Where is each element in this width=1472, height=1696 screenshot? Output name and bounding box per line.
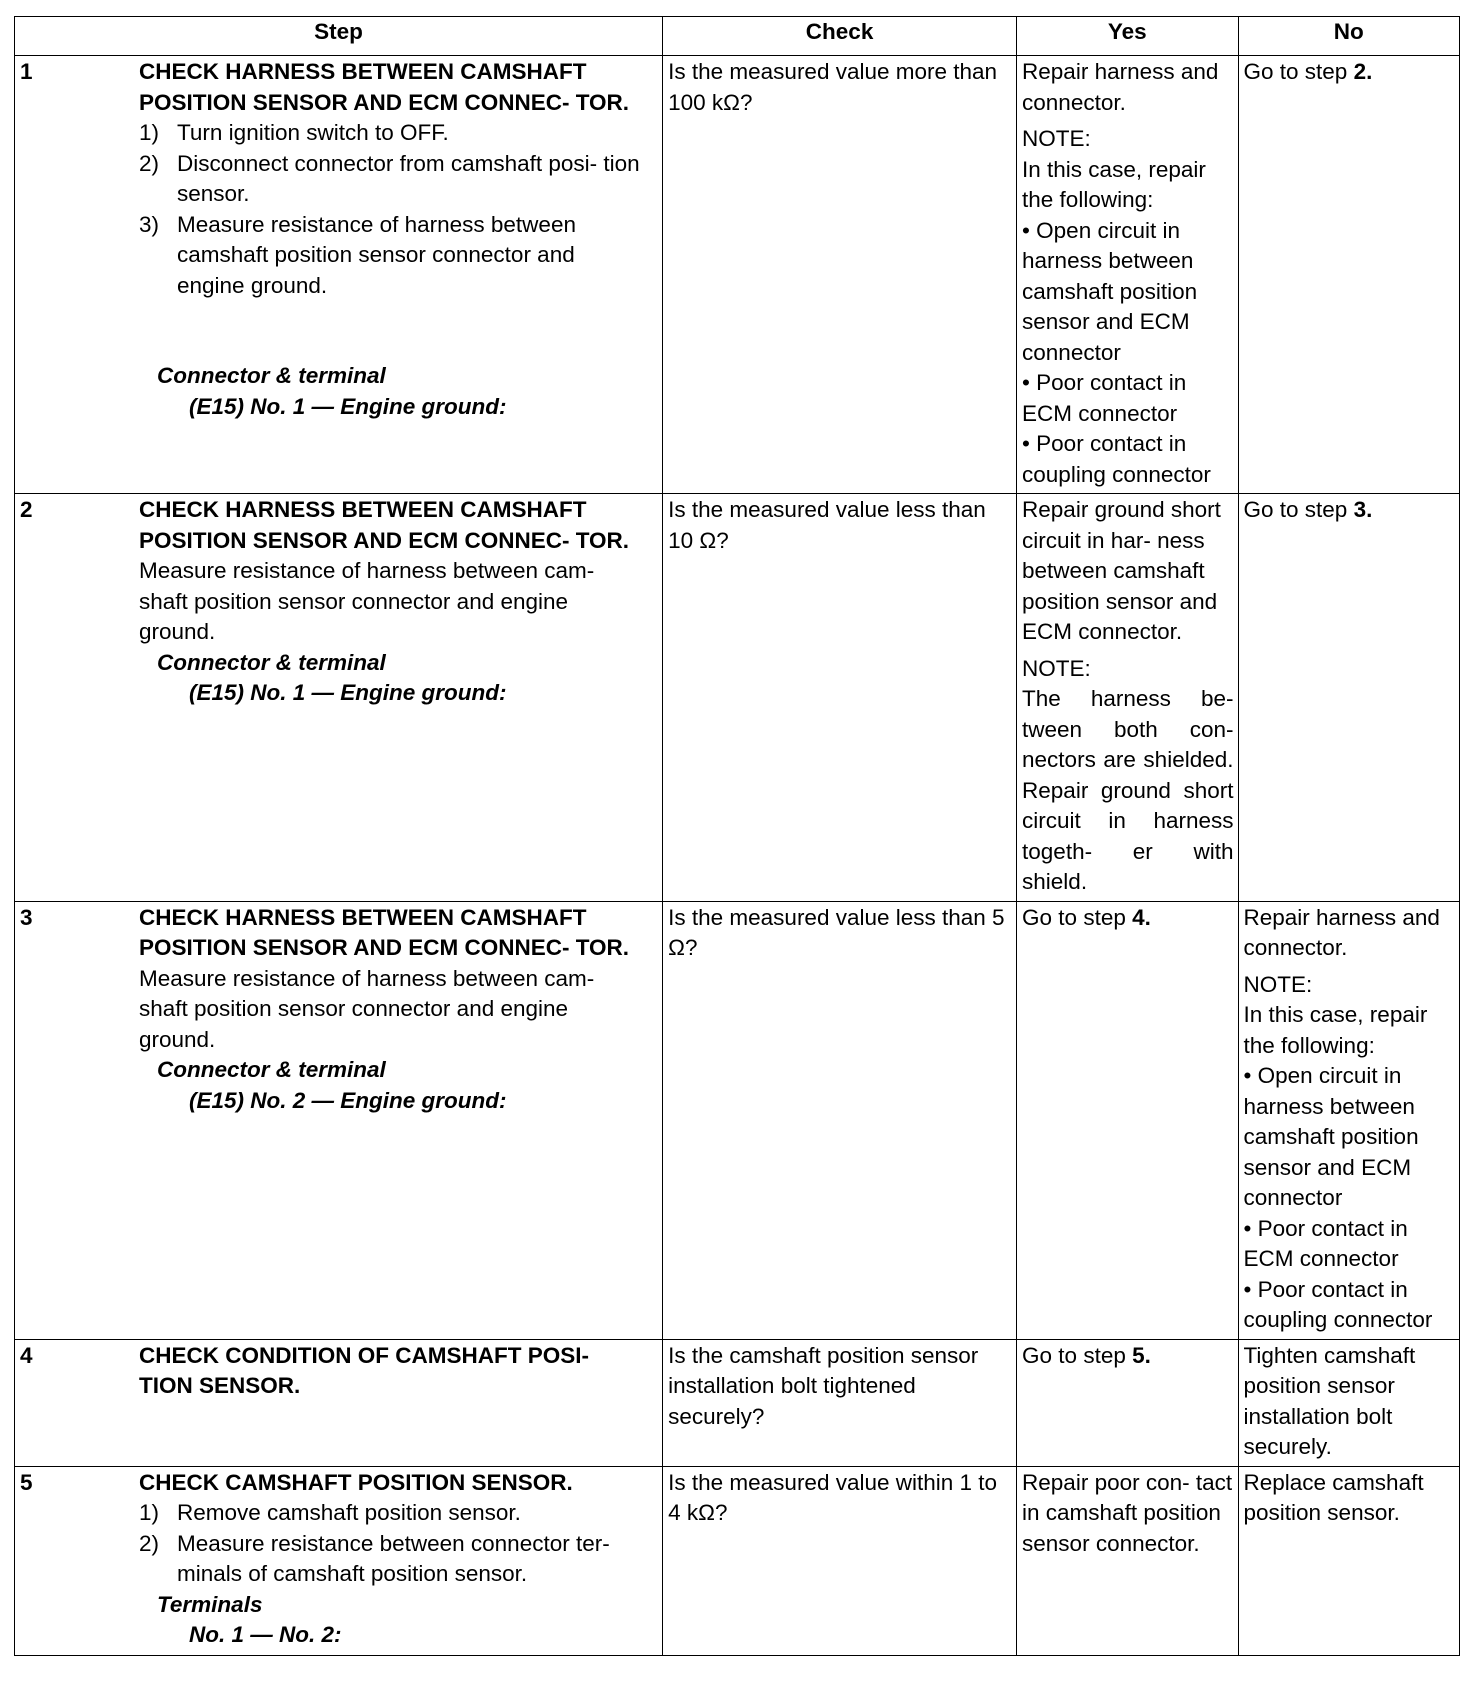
step-link: 2. [1353,59,1373,84]
step-cell [15,1339,663,1466]
yes-action: Repair harness and connector. [1022,59,1219,115]
diagnostic-table [14,16,1460,1656]
connector-terminal: (E15) No. 2 — Engine ground: [189,1087,507,1113]
yes-cell: Go to step 5. [1017,1339,1238,1466]
substep: 1) Remove camshaft position sensor. [139,1500,521,1525]
step-number: 2 [20,497,33,522]
substep: 3) Measure resistance of harness between camshaft position sensor connector and engine ground. [139,211,576,298]
note-bullet: • Poor contact in coupling connector [1243,1276,1433,1332]
substep: 2) Measure resistance between connector ter- minals of camshaft position sensor. [139,1530,610,1586]
step-link: 4. [1132,904,1151,930]
step-number: 4 [20,1342,33,1368]
table-row [15,56,1460,494]
connector-heading: Connector & terminal [157,363,386,388]
note-text: The harness be- tween both con- nectors are shielded. Repair ground short circuit in harness togeth- er with shield. [1022,686,1234,894]
header-no: No [1238,17,1460,56]
check-cell: Is the measured value more than 100 kΩ? [663,56,1017,494]
step-number: 1 [20,59,33,84]
check-cell: Is the measured value less than 10 Ω? [663,494,1017,902]
step-cell [15,494,663,902]
note-label: NOTE: [1022,126,1091,151]
yes-cell [1017,56,1238,494]
yes-action: Repair ground short circuit in har- ness between camshaft position sensor and ECM connector. [1022,497,1221,644]
yes-cell: Repair poor con- tact in camshaft position sensor connector. [1017,1466,1238,1655]
substep: 1) Turn ignition switch to OFF. [139,120,449,145]
table-row [15,1339,1460,1466]
step-description: Measure resistance of harness between cam- shaft position sensor connector and engine ground. [139,965,595,1052]
note-bullet: • Open circuit in harness between camshaft position sensor and ECM connector [1243,1063,1419,1210]
step-link: 5. [1132,1342,1151,1368]
step-title: CHECK HARNESS BETWEEN CAMSHAFT POSITION SENSOR AND ECM CONNEC- TOR. [139,497,630,553]
note-label: NOTE: [1243,971,1313,997]
check-cell: Is the measured value within 1 to 4 kΩ? [663,1466,1017,1655]
connector-terminal: (E15) No. 1 — Engine ground: [189,393,507,419]
substep: 2) Disconnect connector from camshaft posi- tion sensor. [139,150,640,206]
step-description: Measure resistance of harness between cam- shaft position sensor connector and engine ground. [139,558,595,644]
no-cell: Go to step 2. [1238,56,1460,494]
no-cell [1238,901,1460,1339]
header-row [15,17,1460,56]
table-row [15,494,1460,902]
step-link: 3. [1353,497,1373,522]
connector-heading: Connector & terminal [157,649,386,675]
note-label: NOTE: [1022,655,1091,681]
step-title: CHECK CONDITION OF CAMSHAFT POSI- TION SENSOR. [139,1342,589,1398]
step-cell [15,901,663,1339]
note-text: In this case, repair the following: [1243,1002,1428,1058]
table-row [15,1466,1460,1655]
no-cell: Tighten camshaft position sensor installation bolt securely. [1238,1339,1460,1466]
step-cell [15,1466,663,1655]
header-check: Check [663,17,1017,56]
step-number: 3 [20,904,33,930]
check-cell: Is the measured value less than 5 Ω? [663,901,1017,1339]
step-title: CHECK HARNESS BETWEEN CAMSHAFT POSITION SENSOR AND ECM CONNEC- TOR. [139,59,630,115]
step-title: CHECK CAMSHAFT POSITION SENSOR. [139,1469,573,1495]
yes-cell [1017,494,1238,902]
yes-cell: Go to step 4. [1017,901,1238,1339]
note-bullet: • Poor contact in coupling connector [1022,431,1211,487]
connector-terminal: No. 1 — No. 2: [189,1622,342,1647]
note-bullet: • Poor contact in ECM connector [1022,370,1187,426]
header-step: Step [15,17,663,56]
step-number: 5 [20,1469,33,1495]
no-action: Repair harness and connector. [1243,904,1440,960]
note-bullet: • Open circuit in harness between camshaft position sensor and ECM connector [1022,217,1198,365]
connector-terminal: (E15) No. 1 — Engine ground: [189,680,507,705]
connector-heading: Connector & terminal [157,1057,386,1082]
header-yes: Yes [1017,17,1238,56]
no-cell: Go to step 3. [1238,494,1460,902]
connector-heading: Terminals [157,1591,263,1617]
table-row [15,901,1460,1339]
step-cell [15,56,663,494]
check-cell: Is the camshaft position sensor installation bolt tightened securely? [663,1339,1017,1466]
note-bullet: • Poor contact in ECM connector [1243,1215,1408,1271]
no-cell: Replace camshaft position sensor. [1238,1466,1460,1655]
note-text: In this case, repair the following: [1022,156,1206,212]
step-title: CHECK HARNESS BETWEEN CAMSHAFT POSITION SENSOR AND ECM CONNEC- TOR. [139,904,630,960]
